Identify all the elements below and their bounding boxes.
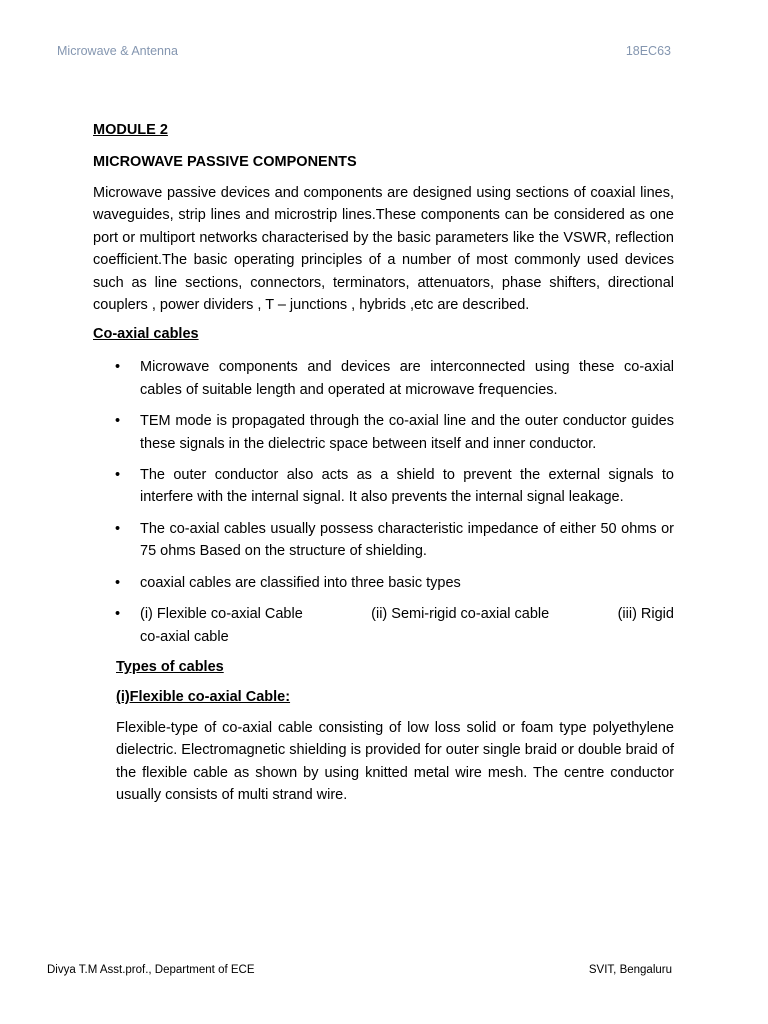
list-item-text: The outer conductor also acts as a shield to prevent the external signals to interfere with the internal signal. It also prevents the internal signal leakage.	[140, 467, 674, 506]
cable-type-rigid: (iii) Rigid	[617, 606, 674, 623]
cable-type-flexible: (i) Flexible co-axial Cable	[140, 606, 303, 623]
cable-types-row	[140, 603, 674, 625]
footer-institution: SVIT, Bengaluru	[588, 964, 672, 976]
types-of-cables-heading: Types of cables	[116, 658, 224, 675]
page-header	[57, 44, 671, 58]
coaxial-cables-heading: Co-axial cables	[93, 326, 199, 343]
bullet-icon: •	[115, 606, 121, 623]
bullet-icon: •	[115, 413, 121, 430]
list-item	[93, 410, 674, 455]
list-item-cable-types	[93, 603, 674, 648]
footer-author: Divya T.M Asst.prof., Department of ECE	[47, 964, 255, 976]
coaxial-bullet-list	[93, 356, 674, 647]
bullet-icon: •	[115, 574, 121, 591]
document-body	[93, 120, 674, 815]
flexible-cable-heading: (i)Flexible co-axial Cable:	[116, 688, 291, 705]
bullet-icon: •	[115, 467, 121, 484]
list-item	[93, 572, 674, 594]
list-item	[93, 464, 674, 509]
cable-type-semi-rigid: (ii) Semi-rigid co-axial cable	[371, 606, 550, 623]
flexible-cable-paragraph: Flexible-type of co-axial cable consisting of low loss solid or foam type polyethylene dielectric. Electromagnetic shielding is provided for outer single braid or double braid of the flexible cable as shown by using knitted metal wire mesh. The centre conductor usually consists of multi strand wire.	[116, 719, 674, 804]
bullet-icon: •	[115, 359, 121, 376]
list-item	[93, 356, 674, 401]
intro-paragraph: Microwave passive devices and components are designed using sections of coaxial lines, waveguides, strip lines and microstrip lines.These components can be considered as one port or multiport networks characterised by the basic parameters like the VSWR, reflection coefficient.The basic operating principles of a number of most commonly used devices such as line sections, connectors, terminators, attenuators, phase shifters, directional couplers , power dividers , T – junctions , hybrids ,etc are described.	[93, 185, 674, 314]
page-footer	[47, 964, 672, 976]
list-item-text: TEM mode is propagated through the co-axial line and the outer conductor guides these signals in the dielectric space between itself and inner conductor.	[140, 413, 674, 452]
module-title: MODULE 2	[93, 122, 168, 138]
header-course-code: 18EC63	[625, 44, 671, 58]
bullet-icon: •	[115, 520, 121, 537]
header-course-title: Microwave & Antenna	[57, 44, 178, 58]
cable-type-rigid-continuation: co-axial cable	[140, 628, 229, 645]
list-item	[93, 518, 674, 563]
list-item-text: The co-axial cables usually possess characteristic impedance of either 50 ohms or 75 ohms Based on the structure of shielding.	[140, 520, 674, 560]
section-title: MICROWAVE PASSIVE COMPONENTS	[93, 154, 357, 170]
list-item-text: coaxial cables are classified into three basic types	[140, 574, 461, 591]
list-item-text: Microwave components and devices are interconnected using these co-axial cables of suitable length and operated at microwave frequencies.	[140, 359, 674, 398]
